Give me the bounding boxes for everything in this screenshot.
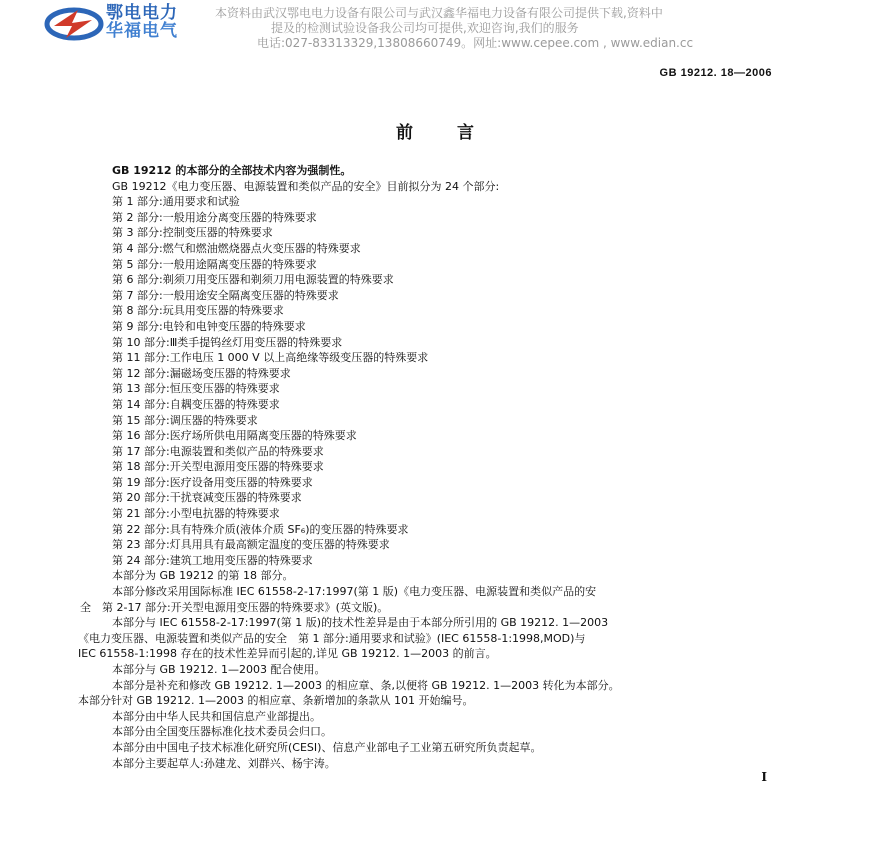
paragraph-drafters: 本部分主要起草人:孙建龙、刘群兴、杨宇涛。 <box>112 756 336 770</box>
list-item: 第 22 部分:具有特殊介质(液体介质 SF₆)的变压器的特殊要求 <box>112 522 409 536</box>
list-item: 第 21 部分:小型电抗器的特殊要求 <box>112 507 280 521</box>
paragraph-adoption-cont: 全 第 2-17 部分:开关型电源用变压器的特殊要求》(英文版)。 <box>80 600 389 614</box>
parts-list <box>90 194 790 568</box>
list-item: 第 19 部分:医疗设备用变压器的特殊要求 <box>112 475 313 489</box>
foreword-body <box>78 163 790 771</box>
page-title: 前言 <box>396 123 518 143</box>
paragraph-supplement: 本部分是补充和修改 GB 19212. 1—2003 的相应章、条,以便将 GB 19212. 1—2003 转化为本部分。 <box>112 678 620 692</box>
list-item: 第 16 部分:医疗场所供电用隔离变压器的特殊要求 <box>112 429 357 443</box>
list-item: 第 6 部分:剃须刀用变压器和剃须刀用电源装置的特殊要求 <box>112 273 394 287</box>
logo-emblem-icon <box>44 4 104 44</box>
list-item: 第 18 部分:开关型电源用变压器的特殊要求 <box>112 460 324 474</box>
list-item: 第 7 部分:一般用途安全隔离变压器的特殊要求 <box>112 288 339 302</box>
paragraph-committee: 本部分由全国变压器标准化技术委员会归口。 <box>112 725 332 739</box>
list-item: 第 5 部分:一般用途隔离变压器的特殊要求 <box>112 257 317 271</box>
paragraph-differences-cont2: IEC 61558-1:1998 存在的技术性差异而引起的,详见 GB 19212. 1—2003 的前言。 <box>78 647 497 661</box>
standard-code: GB 19212. 18—2006 <box>659 67 772 79</box>
paragraph-differences: 本部分与 IEC 61558-2-17:1997(第 1 版)的技术性差异是由于本部分所引用的 GB 19212. 1—2003 <box>112 616 609 630</box>
paragraph-numbering: 本部分针对 GB 19212. 1—2003 的相应章、条新增加的条款从 101 开始编号。 <box>78 694 474 708</box>
list-item: 第 3 部分:控制变压器的特殊要求 <box>112 226 273 240</box>
list-item: 第 4 部分:燃气和燃油燃烧器点火变压器的特殊要求 <box>112 241 361 255</box>
paragraph-differences-cont1: 《电力变压器、电源装置和类似产品的安全 第 1 部分:通用要求和试验》(IEC 61558-1:1998,MOD)与 <box>78 631 586 645</box>
list-item: 第 20 部分:干扰衰减变压器的特殊要求 <box>112 491 302 505</box>
paragraph-usage: 本部分与 GB 19212. 1—2003 配合使用。 <box>112 663 326 676</box>
list-item: 第 23 部分:灯具用具有最高额定温度的变压器的特殊要求 <box>112 538 390 552</box>
paragraph-adoption: 本部分修改采用国际标准 IEC 61558-2-17:1997(第 1 版)《电力变压器、电源装置和类似产品的安 <box>112 585 597 599</box>
header-note-line1: 本资料由武汉鄂电电力设备有限公司与武汉鑫华福电力设备有限公司提供下载,资料中 <box>215 6 663 20</box>
list-item: 第 17 部分:电源装置和类似产品的特殊要求 <box>112 444 324 458</box>
list-item: 第 15 部分:调压器的特殊要求 <box>112 413 258 427</box>
list-item: 第 8 部分:玩具用变压器的特殊要求 <box>112 304 284 318</box>
paragraph-part-number: 本部分为 GB 19212 的第 18 部分。 <box>112 569 294 583</box>
list-item: 第 24 部分:建筑工地用变压器的特殊要求 <box>112 553 313 567</box>
parts-plan: GB 19212《电力变压器、电源装置和类似产品的安全》目前拟分为 24 个部分: <box>112 179 500 193</box>
header-note-line2: 提及的检测试验设备我公司均可提供,欢迎咨询,我们的服务 <box>271 21 579 35</box>
list-item: 第 11 部分:工作电压 1 000 V 以上高绝缘等级变压器的特殊要求 <box>112 351 429 365</box>
paragraph-proposer: 本部分由中华人民共和国信息产业部提出。 <box>112 709 321 723</box>
company-logo <box>44 4 214 44</box>
list-item: 第 13 部分:恒压变压器的特殊要求 <box>112 382 280 396</box>
list-item: 第 12 部分:漏磁场变压器的特殊要求 <box>112 366 291 380</box>
list-item: 第 14 部分:自耦变压器的特殊要求 <box>112 397 280 411</box>
list-item: 第 1 部分:通用要求和试验 <box>112 195 240 209</box>
paragraph-drafters-org: 本部分由中国电子技术标准化研究所(CESI)、信息产业部电子工业第五研究所负责起草。 <box>112 740 542 754</box>
list-item: 第 9 部分:电铃和电钟变压器的特殊要求 <box>112 319 306 333</box>
logo-text-line1: 鄂电电力 <box>106 3 178 23</box>
header-note-line3: 电话:027-83313329,13808660749。网址:www.cepee.com , www.edian.cc <box>257 36 694 50</box>
list-item: 第 10 部分:Ⅲ类手提钨丝灯用变压器的特殊要求 <box>112 335 343 349</box>
logo-text-line2: 华福电气 <box>106 21 178 41</box>
page-number: I <box>761 770 767 784</box>
mandatory-statement: GB 19212 的本部分的全部技术内容为强制性。 <box>112 164 352 177</box>
header-note <box>215 6 835 51</box>
list-item: 第 2 部分:一般用途分离变压器的特殊要求 <box>112 210 317 224</box>
